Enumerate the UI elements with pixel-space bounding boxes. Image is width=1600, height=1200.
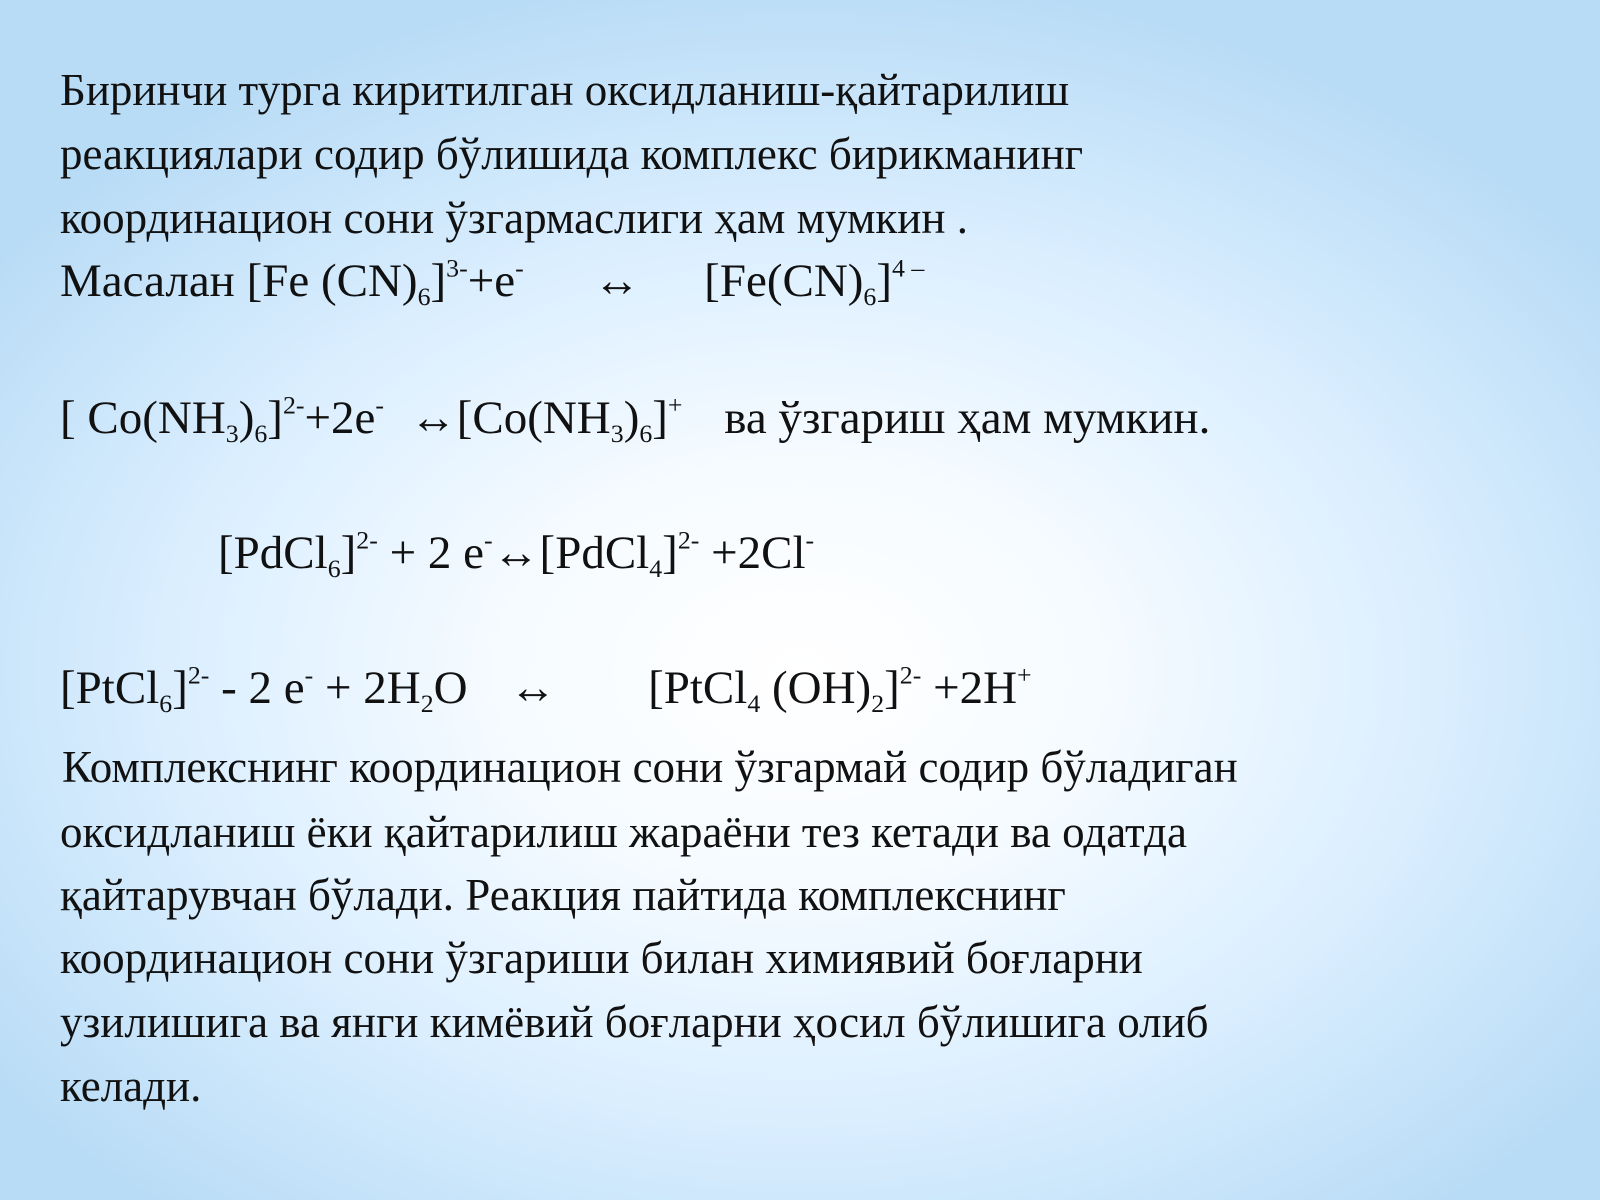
- outro-line-6: келади.: [60, 1061, 202, 1111]
- outro-line-1: Комплекснинг координацион сони ўзгармай содир бўладиган: [62, 742, 1238, 792]
- equation-co-nh3: [ $Co(NH_3)_6]^{2-}+2e^-$ $\leftrightarrow[Co(NH_3)_6]^+$ ва ўзгариш ҳам мумкин.: [60, 390, 1211, 449]
- intro-line-2: реакциялари содир бўлишида комплекс бирикманинг: [60, 129, 1084, 179]
- equation-fe-cn: Масалан [Fe $(CN)_6]^{3-}+e^-$ ↔ $[Fe(CN)_6]^{4 -}$: [60, 253, 925, 312]
- reversible-arrow-icon: ↔: [593, 255, 641, 307]
- outro-line-3: қайтарувчан бўлади. Реакция пайтида комплекснинг: [60, 870, 1066, 920]
- reversible-arrow-icon: ↔: [509, 662, 557, 714]
- outro-line-2: оксидланиш ёки қайтарилиш жараёни тез кетади ва одатда: [60, 807, 1187, 857]
- reversible-arrow-icon: ↔: [409, 392, 457, 444]
- equation-ptcl: [PtCl$_6$]$^{2-}$ - 2 $e^- + 2H_2O$ ↔ [PtCl$_4$ $(OH)_2]^{2-} +2H^+$: [60, 660, 1032, 719]
- intro-line-1: Биринчи турга киритилган оксидланиш-қайтарилиш: [60, 65, 1070, 115]
- intro-line-3: координацион сони ўзгармаслиги ҳам мумкин .: [60, 193, 968, 243]
- reversible-arrow-icon: ↔: [492, 527, 540, 579]
- equation-pdcl: [PdCl$_6$]$^{2-}$ + 2 e-↔[PdCl$_4$]$^{2-}$ +2Cl-: [218, 525, 815, 584]
- equation-note: ва ўзгариш ҳам мумкин.: [724, 392, 1211, 444]
- outro-line-4: координацион сони ўзгариши билан химиявий боғларни: [60, 933, 1143, 983]
- outro-line-5: узилишига ва янги кимёвий боғларни ҳосил бўлишига олиб: [60, 997, 1209, 1047]
